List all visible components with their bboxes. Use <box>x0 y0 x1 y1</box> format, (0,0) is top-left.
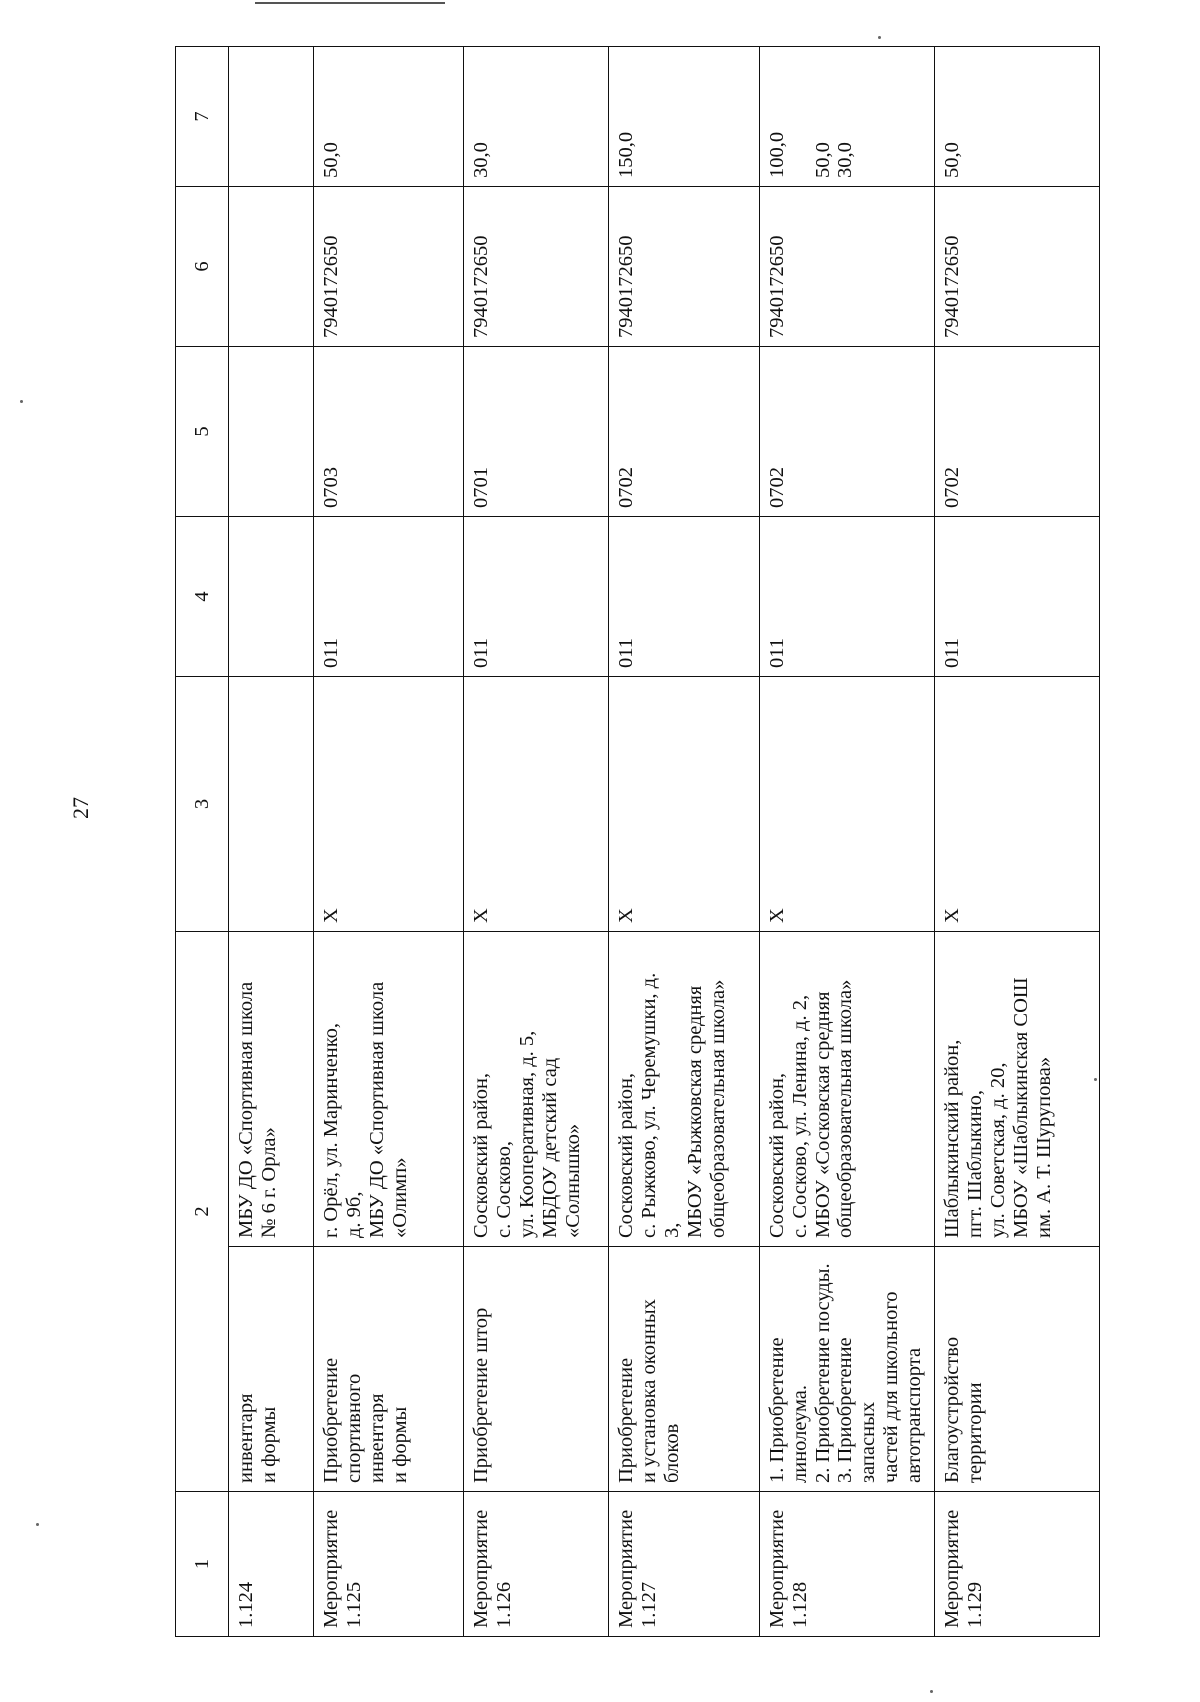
header-col-7: 7 <box>176 47 229 187</box>
scan-speck <box>878 36 881 39</box>
cell-col4-text: 011 <box>615 638 638 668</box>
cell-col6-text: 7940172650 <box>320 235 343 338</box>
cell-col5 <box>759 347 934 517</box>
scan-speck <box>930 1690 933 1693</box>
cell-measure <box>609 1247 759 1492</box>
cell-address-text: Сосковский район, с. Сосково, ул. Кооперативная, д. 5, МБДОУ детский сад «Солнышко» <box>470 1030 585 1238</box>
cell-col7 <box>314 47 464 187</box>
cell-col3 <box>464 677 609 932</box>
cell-col5 <box>934 347 1099 517</box>
cell-id <box>229 1492 314 1637</box>
cell-col6-text: 7940172650 <box>940 235 963 338</box>
cell-address-text: Шаблыкинский район, пгт. Шаблыкино, ул. Советская, д. 20, МБОУ «Шаблыкинская СОШ им. А. Т. Шурупова» <box>940 977 1055 1238</box>
cell-col3 <box>229 677 314 932</box>
scan-speck <box>36 1523 39 1526</box>
cell-col5-text: 0702 <box>615 467 638 508</box>
cell-col4 <box>609 517 759 677</box>
cell-col4-text: 011 <box>940 638 963 668</box>
cell-col3-text: X <box>470 908 493 923</box>
cell-col7 <box>609 47 759 187</box>
cell-measure-text: Приобретение спортивного инвентаря и формы <box>320 1357 411 1483</box>
cell-col7-text: 100,0 50,0 30,0 <box>765 131 857 178</box>
cell-col3-text: X <box>940 908 963 923</box>
cell-address <box>229 932 314 1247</box>
cell-col6 <box>314 187 464 347</box>
cell-col6-text: 7940172650 <box>470 235 493 338</box>
cell-col6 <box>759 187 934 347</box>
cell-address <box>759 932 934 1247</box>
cell-col3 <box>314 677 464 932</box>
cell-id-text: Мероприятие 1.129 <box>940 1509 986 1628</box>
cell-address-text: Сосковский район, с. Сосково, ул. Ленина, д. 2, МБОУ «Сосковская средняя общеобразовательная школа» <box>765 979 857 1238</box>
cell-col7-text: 150,0 <box>615 131 638 178</box>
cell-col5 <box>464 347 609 517</box>
cell-col5 <box>609 347 759 517</box>
scan-speck <box>20 400 23 403</box>
cell-id-text: 1.124 <box>235 1581 257 1628</box>
cell-id <box>464 1492 609 1637</box>
table-row <box>759 47 934 1637</box>
cell-address-text: г. Орёл, ул. Маринченко, д. 9б, МБУ ДО «Спортивная школа «Олимп» <box>320 981 411 1238</box>
cell-measure <box>314 1247 464 1492</box>
header-col-6: 6 <box>176 187 229 347</box>
cell-col6 <box>609 187 759 347</box>
table-body <box>229 47 1100 1637</box>
cell-address <box>609 932 759 1247</box>
cell-id <box>314 1492 464 1637</box>
cell-id <box>934 1492 1099 1637</box>
cell-col7 <box>934 47 1099 187</box>
table-row <box>609 47 759 1637</box>
cell-col7-text: 50,0 <box>320 142 343 178</box>
cell-measure <box>759 1247 934 1492</box>
table-row <box>229 47 314 1637</box>
cell-col3-text: X <box>615 908 638 923</box>
cell-address-text: МБУ ДО «Спортивная школа № 6 г. Орла» <box>235 981 280 1238</box>
cell-col4-text: 011 <box>765 638 788 668</box>
cell-col6-text: 7940172650 <box>765 235 788 338</box>
cell-col4-text: 011 <box>470 638 493 668</box>
cell-col4 <box>464 517 609 677</box>
cell-col6 <box>229 187 314 347</box>
cell-col6 <box>934 187 1099 347</box>
table-row <box>314 47 464 1637</box>
cell-col4-text: 011 <box>320 638 343 668</box>
cell-measure-text: Благоустройство территории <box>940 1336 986 1483</box>
cell-col7 <box>229 47 314 187</box>
cell-measure-text: инвентаря и формы <box>235 1393 280 1483</box>
cell-col5-text: 0703 <box>320 467 343 508</box>
page-number: 27 <box>68 797 93 819</box>
rotated-table-container <box>175 47 1100 1637</box>
cell-id <box>609 1492 759 1637</box>
cell-address <box>464 932 609 1247</box>
table-row <box>934 47 1099 1637</box>
cell-col7-text: 50,0 <box>940 142 963 178</box>
cell-id <box>759 1492 934 1637</box>
cell-col5-text: 0702 <box>765 467 788 508</box>
cell-measure <box>229 1247 314 1492</box>
scan-edge-line <box>255 2 445 4</box>
cell-col4 <box>759 517 934 677</box>
cell-id-text: Мероприятие 1.127 <box>615 1509 661 1628</box>
cell-col7-text: 30,0 <box>470 142 493 178</box>
cell-col3 <box>759 677 934 932</box>
cell-col7 <box>759 47 934 187</box>
header-col-4: 4 <box>176 517 229 677</box>
cell-col3 <box>934 677 1099 932</box>
cell-col5-text: 0702 <box>940 467 963 508</box>
cell-col5-text: 0701 <box>470 467 493 508</box>
budget-table <box>175 46 1100 1637</box>
cell-col4 <box>314 517 464 677</box>
cell-col5 <box>314 347 464 517</box>
cell-col3-text: X <box>320 908 343 923</box>
header-col-5: 5 <box>176 347 229 517</box>
header-col-2: 2 <box>176 932 229 1492</box>
cell-id-text: Мероприятие 1.125 <box>320 1509 366 1628</box>
cell-col3-text: X <box>765 908 788 923</box>
cell-col7 <box>464 47 609 187</box>
cell-address-text: Сосковский район, с. Рыжково, ул. Черемушки, д. 3, МБОУ «Рыжковская средняя общеобразовательная школа» <box>615 972 730 1238</box>
header-col-1: 1 <box>176 1492 229 1637</box>
header-col-3: 3 <box>176 677 229 932</box>
cell-measure <box>934 1247 1099 1492</box>
table-row <box>464 47 609 1637</box>
cell-id-text: Мероприятие 1.126 <box>470 1509 516 1628</box>
cell-col3 <box>609 677 759 932</box>
cell-measure-text: 1. Приобретение линолеума. 2. Приобретение посуды. 3. Приобретение запасных частей для школьного автотранспорта <box>765 1263 926 1483</box>
table-header-row <box>176 47 229 1637</box>
cell-address <box>934 932 1099 1247</box>
cell-id-text: Мероприятие 1.128 <box>765 1509 811 1628</box>
cell-col4 <box>934 517 1099 677</box>
cell-col6-text: 7940172650 <box>615 235 638 338</box>
cell-measure-text: Приобретение штор <box>470 1307 493 1483</box>
cell-measure-text: Приобретение и установка оконных блоков <box>615 1299 684 1483</box>
cell-measure <box>464 1247 609 1492</box>
cell-col4 <box>229 517 314 677</box>
cell-col5 <box>229 347 314 517</box>
cell-col6 <box>464 187 609 347</box>
cell-address <box>314 932 464 1247</box>
